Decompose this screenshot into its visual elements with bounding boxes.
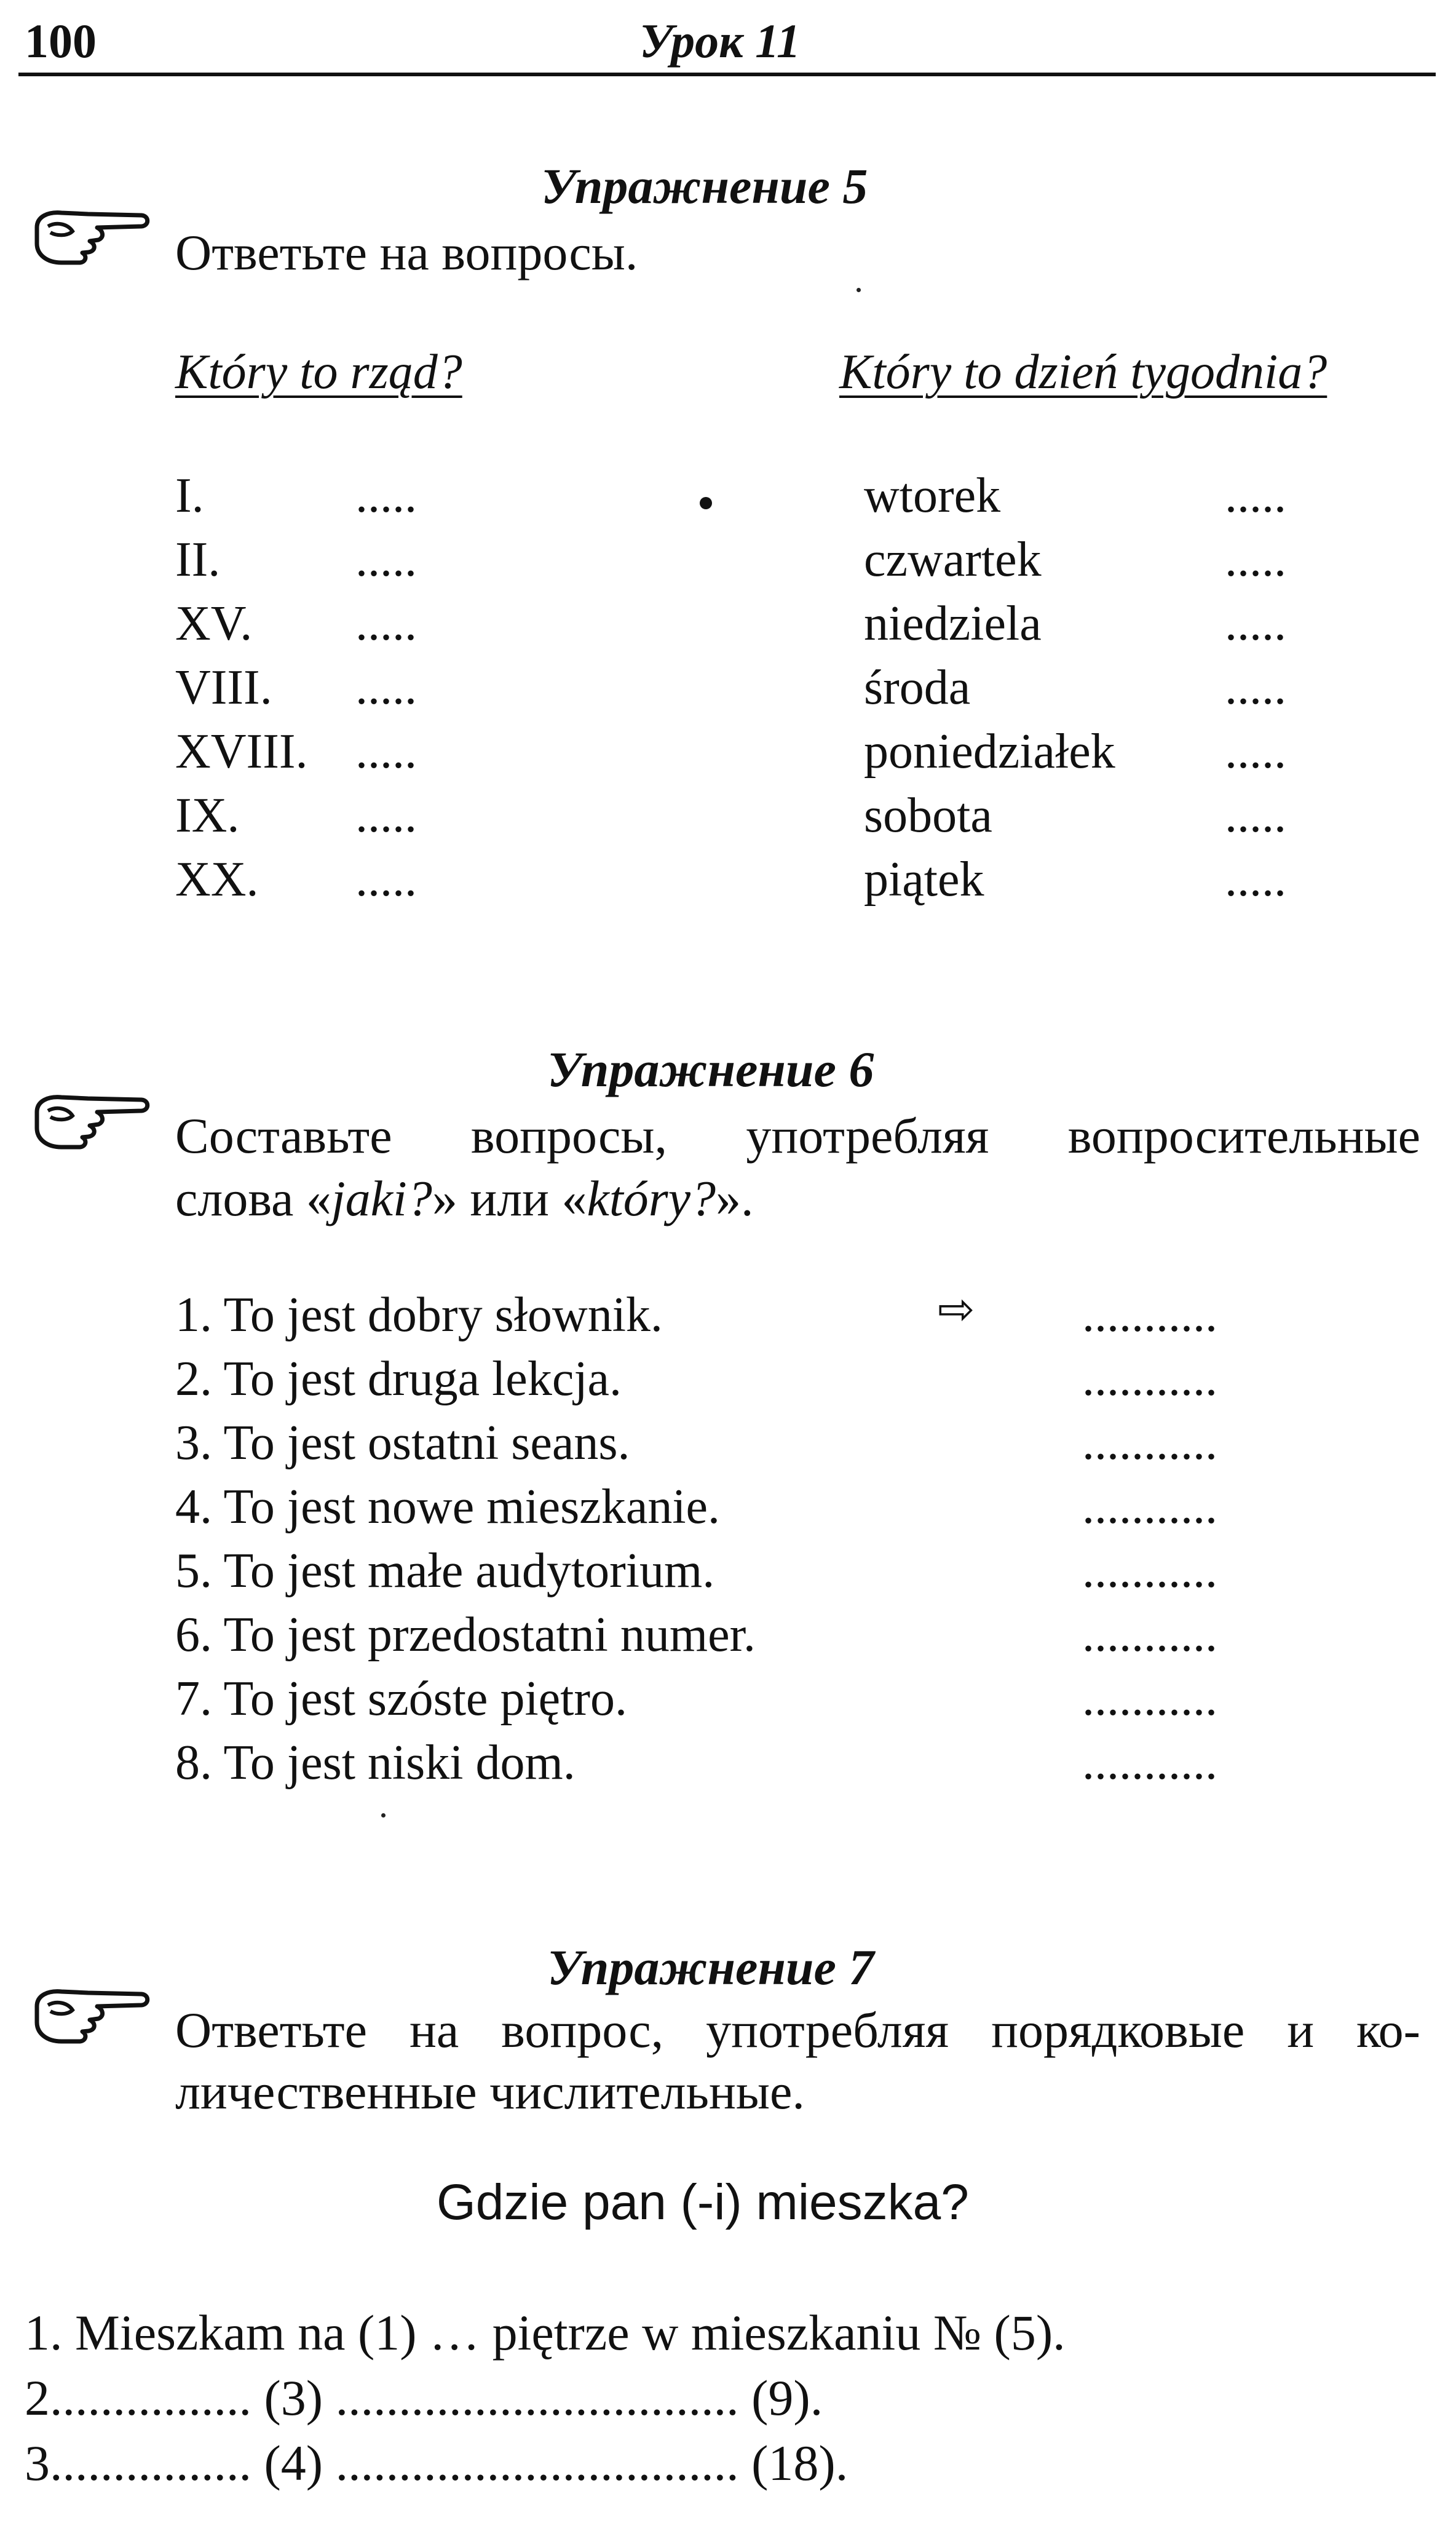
exercise-6-instruction-line2 bbox=[175, 1169, 754, 1229]
answer-line: 3................ (4) ................................ (18). bbox=[25, 2435, 849, 2491]
answer-blank: ........... bbox=[1082, 1480, 1217, 1534]
answer-line: 1. Mieszkam na (1) … piętrze w mieszkaniu № (5). bbox=[25, 2305, 1066, 2361]
list-item-label: I. bbox=[175, 469, 204, 523]
answer-line: 2................ (3) ................................ (9). bbox=[25, 2370, 823, 2426]
sentence-item: 5. To jest małe audytorium. bbox=[175, 1544, 715, 1598]
answer-blank: ..... bbox=[355, 852, 417, 907]
answer-blank: ..... bbox=[355, 725, 417, 779]
answer-blank: ..... bbox=[1225, 789, 1286, 843]
exercise-6-title: Упражнение 6 bbox=[547, 1041, 874, 1097]
list-item-label: XV. bbox=[175, 597, 253, 651]
sentence-item: 4. To jest nowe mieszkanie. bbox=[175, 1480, 721, 1534]
answer-blank: ..... bbox=[355, 789, 417, 843]
exercise-5-title: Упражнение 5 bbox=[541, 158, 868, 214]
answer-blank: ..... bbox=[1225, 469, 1286, 523]
running-title: Урок 11 bbox=[639, 14, 801, 68]
answer-blank: ..... bbox=[355, 533, 417, 587]
keyword-ktory: który? bbox=[587, 1170, 716, 1226]
list-item-label: wtorek bbox=[864, 469, 1001, 523]
exercise-7-title: Упражнение 7 bbox=[547, 1939, 874, 1995]
instruction-text: ». bbox=[716, 1170, 754, 1226]
page-number: 100 bbox=[25, 14, 97, 68]
list-item-label: VIII. bbox=[175, 661, 272, 715]
sentence-item: 8. To jest niski dom. bbox=[175, 1736, 576, 1790]
answer-blank: ..... bbox=[1225, 725, 1286, 779]
print-speck bbox=[857, 288, 861, 292]
sentence-item: 3. To jest ostatni seans. bbox=[175, 1416, 630, 1470]
right-column-heading: Który to dzień tygodnia? bbox=[839, 345, 1327, 399]
list-item-label: sobota bbox=[864, 789, 992, 843]
answer-blank: ..... bbox=[355, 469, 417, 523]
sentence-item: 7. To jest szóste piętro. bbox=[175, 1672, 628, 1726]
pointing-hand-icon bbox=[30, 1087, 152, 1155]
sentence-item: 1. To jest dobry słownik. bbox=[175, 1288, 663, 1342]
answer-blank: ........... bbox=[1082, 1416, 1217, 1470]
instruction-text: Составьте вопросы, употребляя вопросительные bbox=[175, 1108, 1420, 1164]
sentence-item: 6. To jest przedostatni numer. bbox=[175, 1608, 756, 1662]
answer-blank: ..... bbox=[355, 661, 417, 715]
list-item-label: IX. bbox=[175, 789, 240, 843]
instruction-text: слова « bbox=[175, 1170, 331, 1226]
list-item-label: czwartek bbox=[864, 533, 1042, 587]
instruction-text: » или « bbox=[432, 1170, 587, 1226]
list-item-label: XVIII. bbox=[175, 725, 308, 779]
arrow-icon: ⇨ bbox=[938, 1283, 975, 1335]
answer-blank: ..... bbox=[1225, 533, 1286, 587]
bullet-mark bbox=[700, 497, 712, 509]
question-heading: Gdzie pan (-i) mieszka? bbox=[437, 2174, 969, 2230]
print-speck bbox=[381, 1813, 386, 1818]
answer-blank: ........... bbox=[1082, 1672, 1217, 1726]
keyword-jaki: jaki? bbox=[331, 1170, 432, 1226]
left-column-heading: Który to rząd? bbox=[175, 345, 462, 399]
answer-blank: ........... bbox=[1082, 1608, 1217, 1662]
answer-blank: ........... bbox=[1082, 1736, 1217, 1790]
exercise-5-instruction: Ответьте на вопросы. bbox=[175, 224, 638, 280]
sentence-item: 2. To jest druga lekcja. bbox=[175, 1352, 622, 1406]
answer-blank: ........... bbox=[1082, 1544, 1217, 1598]
pointing-hand-icon bbox=[30, 203, 152, 271]
header-divider bbox=[18, 73, 1436, 76]
list-item-label: środa bbox=[864, 661, 971, 715]
exercise-6-instruction-line1 bbox=[175, 1106, 1420, 1166]
answer-blank: ..... bbox=[1225, 852, 1286, 907]
answer-blank: ..... bbox=[1225, 661, 1286, 715]
list-item-label: niedziela bbox=[864, 597, 1042, 651]
list-item-label: piątek bbox=[864, 852, 984, 907]
answer-blank: ..... bbox=[355, 597, 417, 651]
answer-blank: ........... bbox=[1082, 1288, 1217, 1342]
list-item-label: poniedziałek bbox=[864, 725, 1115, 779]
exercise-7-instruction-line2: личественные числительные. bbox=[175, 2064, 805, 2120]
list-item-label: XX. bbox=[175, 852, 259, 907]
answer-blank: ..... bbox=[1225, 597, 1286, 651]
exercise-7-instruction-line1: Ответьте на вопрос, употребляя порядковые и ко- bbox=[175, 2002, 1420, 2058]
pointing-hand-icon bbox=[30, 1982, 152, 2049]
list-item-label: II. bbox=[175, 533, 221, 587]
answer-blank: ........... bbox=[1082, 1352, 1217, 1406]
